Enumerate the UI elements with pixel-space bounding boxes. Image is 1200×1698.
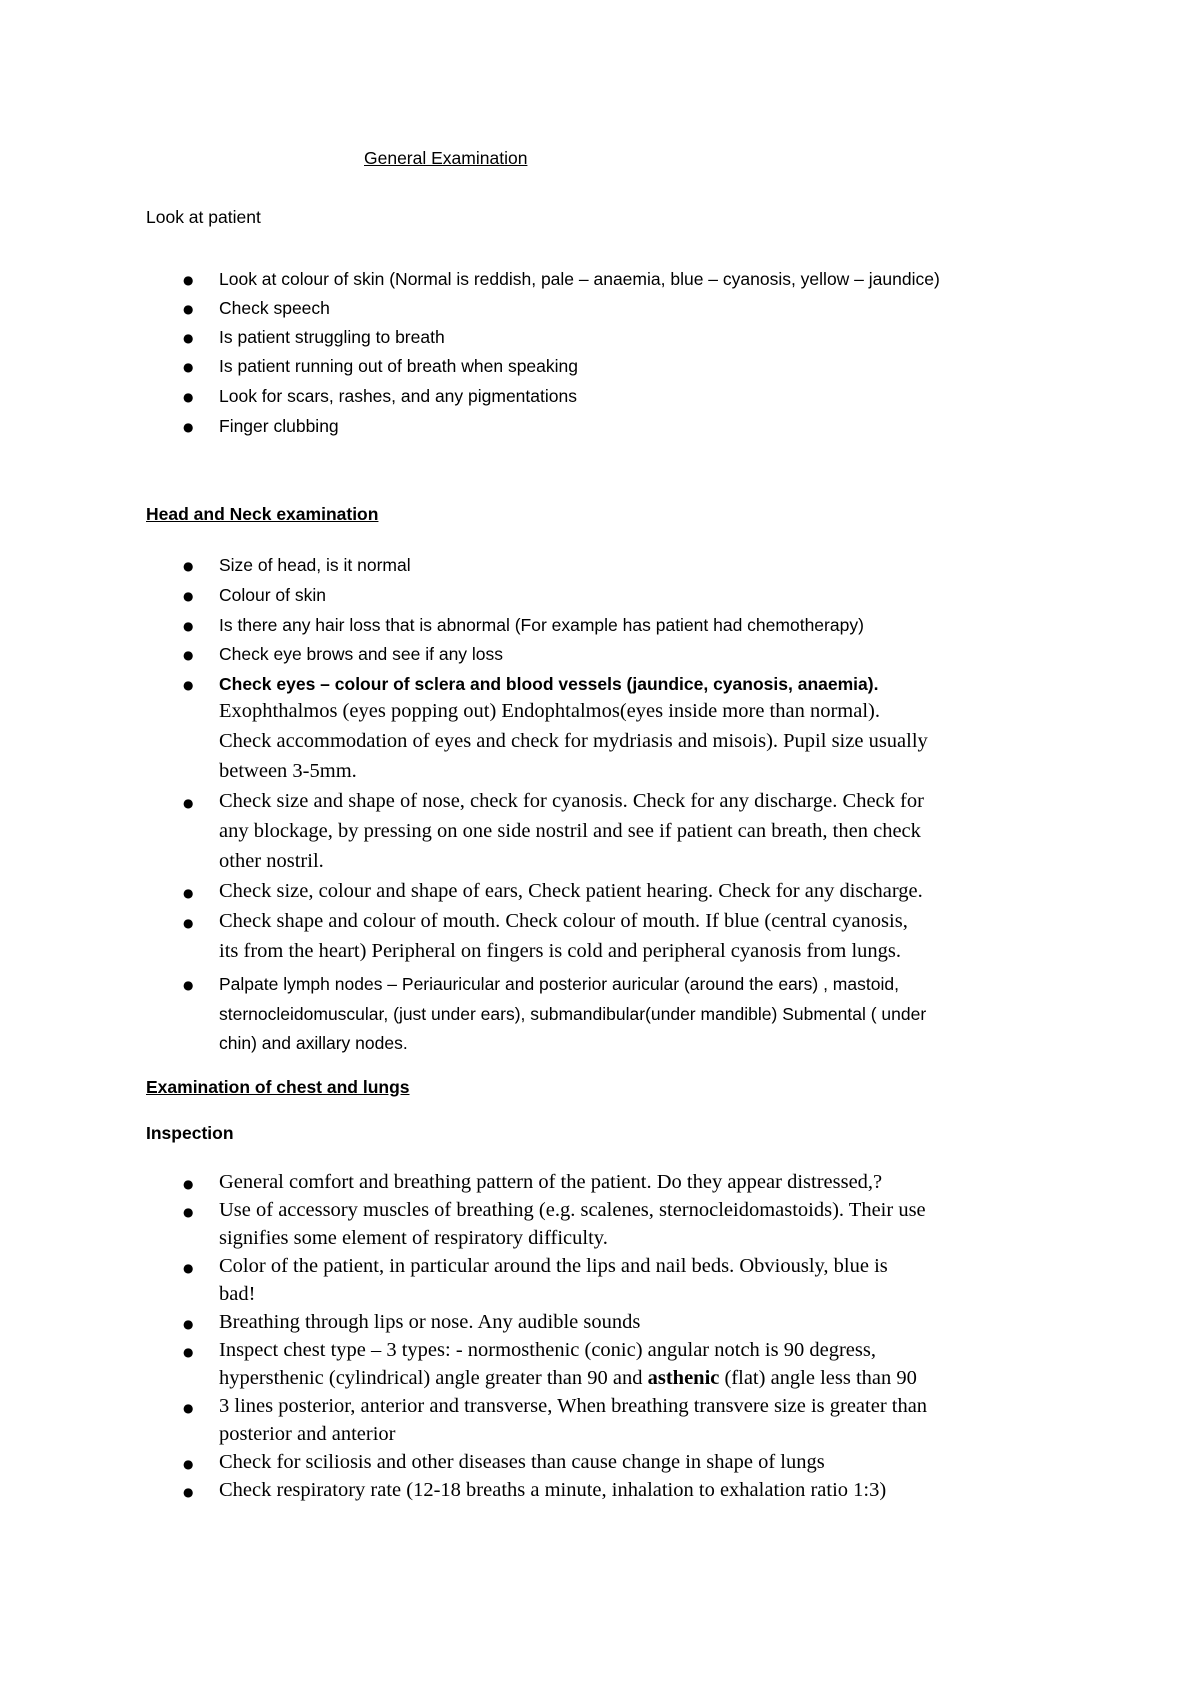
list-item-nose-line3: other nostril. [219, 850, 324, 872]
bullet-icon: ● [183, 916, 194, 930]
bullet-icon: ● [183, 648, 194, 662]
inspection-subheading: Inspection [146, 1123, 234, 1143]
look-at-patient-label: Look at patient [146, 207, 261, 227]
bullet-icon: ● [183, 331, 194, 345]
list-item: Check eye brows and see if any loss [219, 644, 504, 664]
bullet-icon: ● [183, 1261, 194, 1275]
list-item-mouth-line2: its from the heart) Peripheral on fingers is cold and peripheral cyanosis from lungs. [219, 940, 902, 962]
list-item-line2: signifies some element of respiratory difficulty. [219, 1227, 608, 1249]
bullet-icon: ● [183, 1457, 194, 1471]
bullet-icon: ● [183, 1317, 194, 1331]
bullet-icon: ● [183, 360, 194, 374]
list-item-line2: bad! [219, 1283, 256, 1305]
list-item-line2 [219, 1364, 1079, 1392]
list-item: General comfort and breathing pattern of the patient. Do they appear distressed,? [219, 1171, 883, 1193]
list-item: Check speech [219, 298, 330, 318]
list-item: Is there any hair loss that is abnormal (For example has patient had chemotherapy) [219, 615, 864, 635]
list-item: Size of head, is it normal [219, 555, 411, 575]
bullet-icon: ● [183, 1401, 194, 1415]
list-item: Is patient struggling to breath [219, 327, 445, 347]
list-item-nose-line1: Check size and shape of nose, check for cyanosis. Check for any discharge. Check for [219, 790, 924, 812]
text-segment: hypersthenic (cylindrical) angle greater than 90 and [219, 1367, 648, 1389]
bullet-icon: ● [183, 1485, 194, 1499]
list-item-line2: posterior and anterior [219, 1423, 396, 1445]
list-item-nose-line2: any blockage, by pressing on one side nostril and see if patient can breath, then check [219, 820, 921, 842]
list-item-line1: 3 lines posterior, anterior and transverse, When breathing transvere size is greater than [219, 1395, 928, 1417]
bullet-icon: ● [183, 978, 194, 992]
list-item: Is patient running out of breath when speaking [219, 356, 578, 376]
bullet-icon: ● [183, 589, 194, 603]
list-item-lymph-line1: Palpate lymph nodes – Periauricular and posterior auricular (around the ears) , mastoid, [219, 974, 899, 994]
list-item: Colour of skin [219, 585, 326, 605]
bullet-icon: ● [183, 420, 194, 434]
bullet-icon: ● [183, 302, 194, 316]
list-item: Look at colour of skin (Normal is reddish, pale – anaemia, blue – cyanosis, yellow – jaundice) [219, 269, 940, 289]
list-item: Check respiratory rate (12-18 breaths a minute, inhalation to exhalation ratio 1:3) [219, 1479, 887, 1501]
bullet-icon: ● [183, 886, 194, 900]
bullet-icon: ● [183, 1177, 194, 1191]
bold-term: asthenic [647, 1367, 720, 1389]
head-neck-heading: Head and Neck examination [146, 504, 379, 524]
page-title: General Examination [364, 148, 528, 168]
list-item-eyes-line1: Check eyes – colour of sclera and blood vessels (jaundice, cyanosis, anaemia). [219, 674, 879, 694]
list-item-line1: Inspect chest type – 3 types: - normosthenic (conic) angular notch is 90 degress, [219, 1339, 876, 1361]
bullet-icon: ● [183, 678, 194, 692]
bullet-icon: ● [183, 1345, 194, 1359]
list-item-line1: Color of the patient, in particular around the lips and nail beds. Obviously, blue is [219, 1255, 888, 1277]
list-item-line1: Use of accessory muscles of breathing (e.g. scalenes, sternocleidomastoids). Their use [219, 1199, 926, 1221]
list-item-eyes-line4: between 3-5mm. [219, 760, 357, 782]
bullet-icon: ● [183, 559, 194, 573]
list-item-mouth-line1: Check shape and colour of mouth. Check colour of mouth. If blue (central cyanosis, [219, 910, 908, 932]
chest-heading: Examination of chest and lungs [146, 1077, 410, 1097]
list-item-eyes-line2: Exophthalmos (eyes popping out) Endophtalmos(eyes inside more than normal). [219, 700, 880, 722]
list-item-lymph-line3: chin) and axillary nodes. [219, 1033, 408, 1053]
list-item: Look for scars, rashes, and any pigmentations [219, 386, 577, 406]
list-item: Check for sciliosis and other diseases than cause change in shape of lungs [219, 1451, 825, 1473]
bullet-icon: ● [183, 390, 194, 404]
list-item: Finger clubbing [219, 416, 339, 436]
bullet-icon: ● [183, 273, 194, 287]
bullet-icon: ● [183, 796, 194, 810]
list-item-eyes-line3: Check accommodation of eyes and check for mydriasis and misois). Pupil size usually [219, 730, 928, 752]
bullet-icon: ● [183, 619, 194, 633]
list-item-ears: Check size, colour and shape of ears, Check patient hearing. Check for any discharge. [219, 880, 923, 902]
list-item: Breathing through lips or nose. Any audible sounds [219, 1311, 641, 1333]
bullet-icon: ● [183, 1205, 194, 1219]
text-segment: (flat) angle less than 90 [719, 1367, 917, 1389]
list-item-lymph-line2: sternocleidomuscular, (just under ears), submandibular(under mandible) Submental ( under [219, 1004, 927, 1024]
